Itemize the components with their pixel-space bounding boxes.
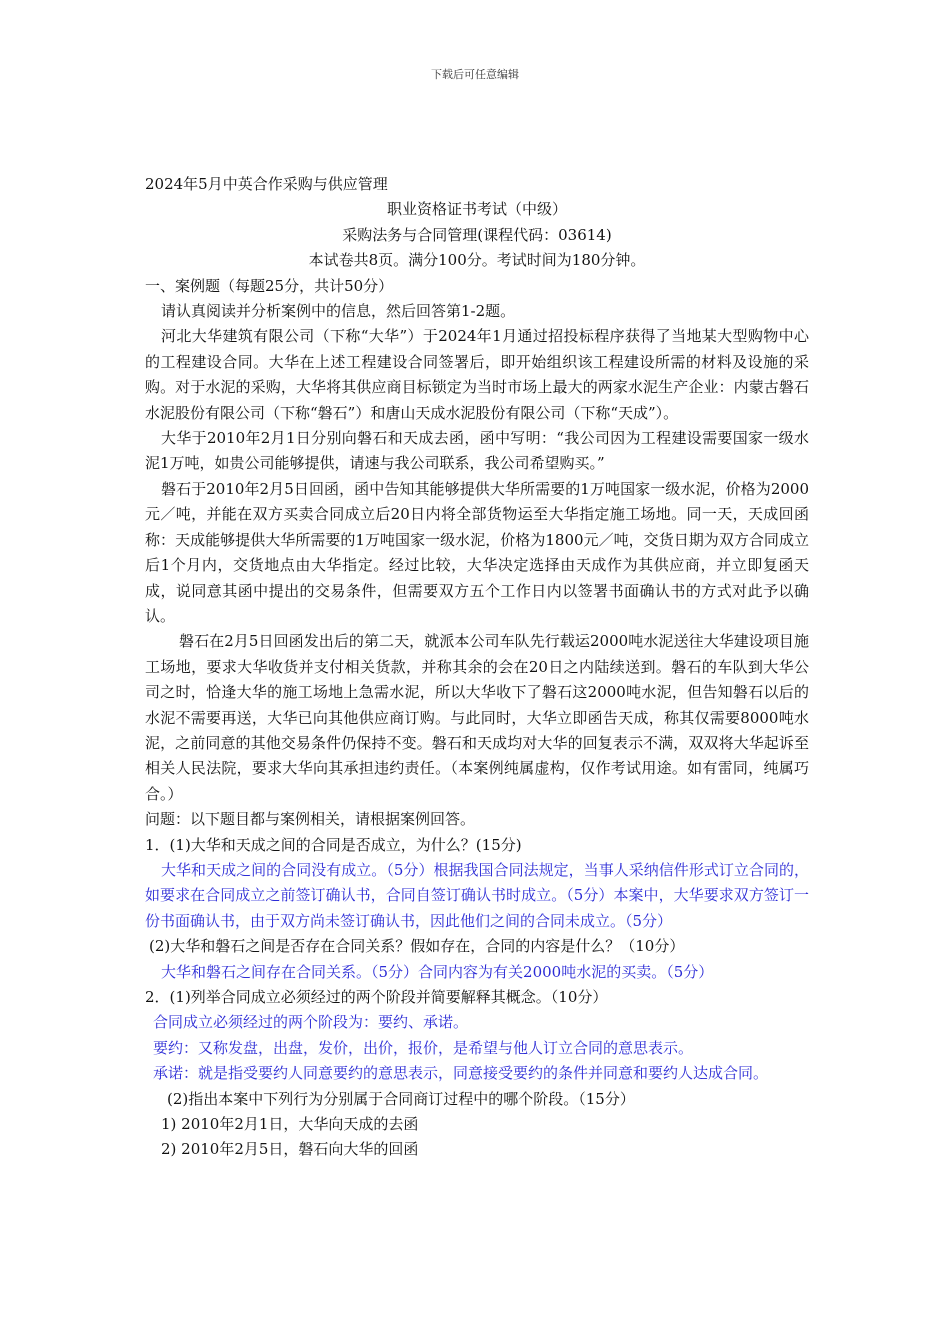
exam-title-line2: 职业资格证书考试（中级）	[386, 200, 567, 219]
question-2-2: (2)指出本案中下列行为分别属于合同商订过程中的哪个阶段。（15分）	[167, 1089, 635, 1108]
question-1-2: (2)大华和磐石之间是否存在合同关系？假如存在，合同的内容是什么？（10分）	[149, 937, 685, 956]
section-instruction: 请认真阅读并分析案例中的信息，然后回答第1-2题。	[161, 302, 516, 321]
question-2-2-item: 2) 2010年2月5日，磐石向大华的回函	[161, 1140, 419, 1159]
answer-2-1-line2: 要约：又称发盘，出盘，发价，出价，报价，是希望与他人订立合同的意思表示。	[153, 1038, 694, 1057]
answer-2-1-line1: 合同成立必须经过的两个阶段为：要约、承诺。	[153, 1013, 469, 1032]
answer-1-2: 大华和磐石之间存在合同关系。（5分）合同内容为有关2000吨水泥的买卖。（5分）	[161, 962, 714, 981]
questions-intro: 问题：以下题目都与案例相关，请根据案例回答。	[145, 810, 476, 829]
answer-1-1: 大华和天成之间的合同没有成立。（5分）根据我国合同法规定，当事人采纳信件形式订立合同的，如要求在合同成立之前签订确认书，合同自签订确认书时成立。（5分）本案中，大华要求双方签订一份书面确认书，由于双方尚未签订确认书，因此他们之间的合同未成立。（5分）	[145, 860, 809, 930]
exam-course-title: 采购法务与合同管理(课程代码：03614)	[342, 225, 612, 244]
page-header-note: 下载后可任意编辑	[431, 68, 519, 81]
question-1-1: 1．(1)大华和天成之间的合同是否成立，为什么？(15分)	[145, 835, 522, 854]
case-paragraph: 大华于2010年2月1日分别向磐石和天成去函，函中写明：“我公司因为工程建设需要国家一级水泥1万吨，如贵公司能够提供，请速与我公司联系，我公司希望购买。”	[145, 429, 809, 473]
case-paragraph: 磐石在2月5日回函发出后的第二天，就派本公司车队先行载运2000吨水泥送往大华建设项目施工场地，要求大华收货并支付相关货款，并称其余的会在20日之内陆续送到。磐石的车队到大华公司之时，恰逢大华的施工场地上急需水泥，所以大华收下了磐石这2000吨水泥，但告知磐石以后的水泥不需要再送，大华已向其他供应商订购。与此同时，大华立即函告天成，称其仅需要8000吨水泥，之前同意的其他交易条件仍保持不变。磐石和天成均对大华的回复表示不满，双双将大华起诉至相关人民法院，要求大华向其承担违约责任。（本案例纯属虚构，仅作考试用途。如有雷同，纯属巧合。）	[145, 632, 809, 803]
question-2-1: 2．(1)列举合同成立必须经过的两个阶段并简要解释其概念。（10分）	[145, 988, 608, 1006]
case-paragraph: 磐石于2010年2月5日回函，函中告知其能够提供大华所需要的1万吨国家一级水泥，价格为2000元／吨，并能在双方买卖合同成立后20日内将全部货物运至大华指定施工场地。同一天，天成回函称：天成能够提供大华所需要的1万吨国家一级水泥，价格为1800元／吨，交货日期为双方合同成立后1个月内，交货地点由大华指定。经过比较，大华决定选择由天成作为其供应商，并立即复函天成，说同意其函中提出的交易条件，但需要双方五个工作日内以签署书面确认书的方式对此予以确认。	[145, 479, 809, 625]
exam-title-line1: 2024年5月中英合作采购与供应管理	[145, 175, 388, 193]
document-body	[145, 172, 809, 1163]
answer-2-1-line3: 承诺：就是指受要约人同意要约的意思表示，同意接受要约的条件并同意和要约人达成合同。	[153, 1064, 769, 1083]
section-heading: 一、案例题（每题25分，共计50分）	[145, 276, 394, 295]
case-paragraph: 河北大华建筑有限公司（下称“大华”）于2024年1月通过招投标程序获得了当地某大型购物中心的工程建设合同。大华在上述工程建设合同签署后，即开始组织该工程建设所需的材料及设施的采购。对于水泥的采购，大华将其供应商目标锁定为当时市场上最大的两家水泥生产企业：内蒙古磐石水泥股份有限公司（下称“磐石”）和唐山天成水泥股份有限公司（下称“天成”）。	[145, 327, 809, 422]
exam-info: 本试卷共8页。满分100分。考试时间为180分钟。	[308, 251, 646, 270]
question-2-2-item: 1) 2010年2月1日，大华向天成的去函	[161, 1115, 419, 1134]
